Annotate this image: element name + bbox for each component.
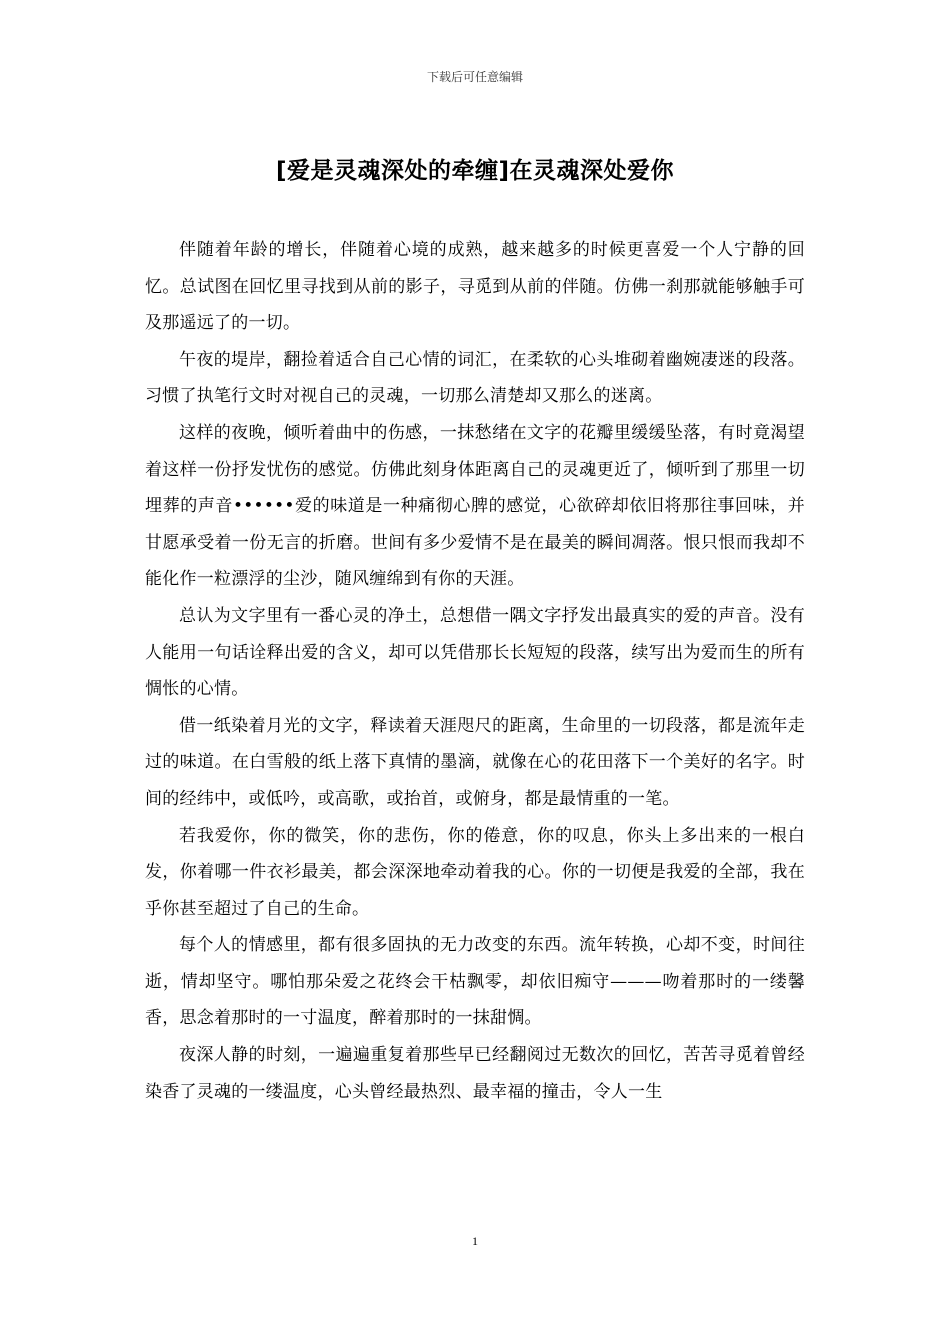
paragraph: 这样的夜晚，倾听着曲中的伤感，一抹愁绪在文字的花瓣里缓缓坠落，有时竟渴望着这样一份抒发忧伤的感觉。仿佛此刻身体距离自己的灵魂更近了，倾听到了那里一切埋葬的声音••••••爱的味道是一种痛彻心脾的感觉，心欲碎却依旧将那往事回味，并甘愿承受着一份无言的折磨。世间有多少爱情不是在最美的瞬间凋落。恨只恨而我却不能化作一粒漂浮的尘沙，随风缠绵到有你的天涯。: [145, 422, 805, 590]
paragraph: 借一纸染着月光的文字，释读着天涯咫尺的距离，生命里的一切段落，都是流年走过的味道。在白雪般的纸上落下真情的墨滴，就像在心的花田落下一个美好的名字。时间的经纬中，或低吟，或高歌，或抬首，或俯身，都是最情重的一笔。: [145, 715, 805, 809]
paragraph: 午夜的堤岸，翻捡着适合自己心情的词汇，在柔软的心头堆砌着幽婉凄迷的段落。习惯了执笔行文时对视自己的灵魂，一切那么清楚却又那么的迷离。: [145, 349, 805, 407]
page-number: 1: [472, 1234, 478, 1248]
paragraph: 若我爱你，你的微笑，你的悲伤，你的倦意，你的叹息，你头上多出来的一根白发，你着哪一件衣衫最美，都会深深地牵动着我的心。你的一切便是我爱的全部，我在乎你甚至超过了自己的生命。: [145, 825, 805, 919]
paragraph: 夜深人静的时刻，一遍遍重复着那些早已经翻阅过无数次的回忆，苦苦寻觅着曾经染香了灵魂的一缕温度，心头曾经最热烈、最幸福的撞击，令人一生: [145, 1045, 805, 1102]
paragraph: 每个人的情感里，都有很多固执的无力改变的东西。流年转换，心却不变，时间往逝，情却坚守。哪怕那朵爱之花终会干枯飘零，却依旧痴守———吻着那时的一缕馨香，思念着那时的一寸温度，醉着那时的一抹甜惆。: [145, 935, 805, 1029]
document-title: [爱是灵魂深处的牵缠]在灵魂深处爱你: [275, 158, 675, 184]
paragraph: 总认为文字里有一番心灵的净土，总想借一隅文字抒发出最真实的爱的声音。没有人能用一句话诠释出爱的含义，却可以凭借那长长短短的段落，续写出为爱而生的所有惆怅的心情。: [145, 605, 805, 700]
header-note: 下载后可任意编辑: [426, 70, 523, 84]
paragraph: 伴随着年龄的增长，伴随着心境的成熟，越来越多的时候更喜爱一个人宁静的回忆。总试图在回忆里寻找到从前的影子，寻觅到从前的伴随。仿佛一刹那就能够触手可及那遥远了的一切。: [145, 240, 805, 334]
document-body: [145, 232, 805, 1110]
